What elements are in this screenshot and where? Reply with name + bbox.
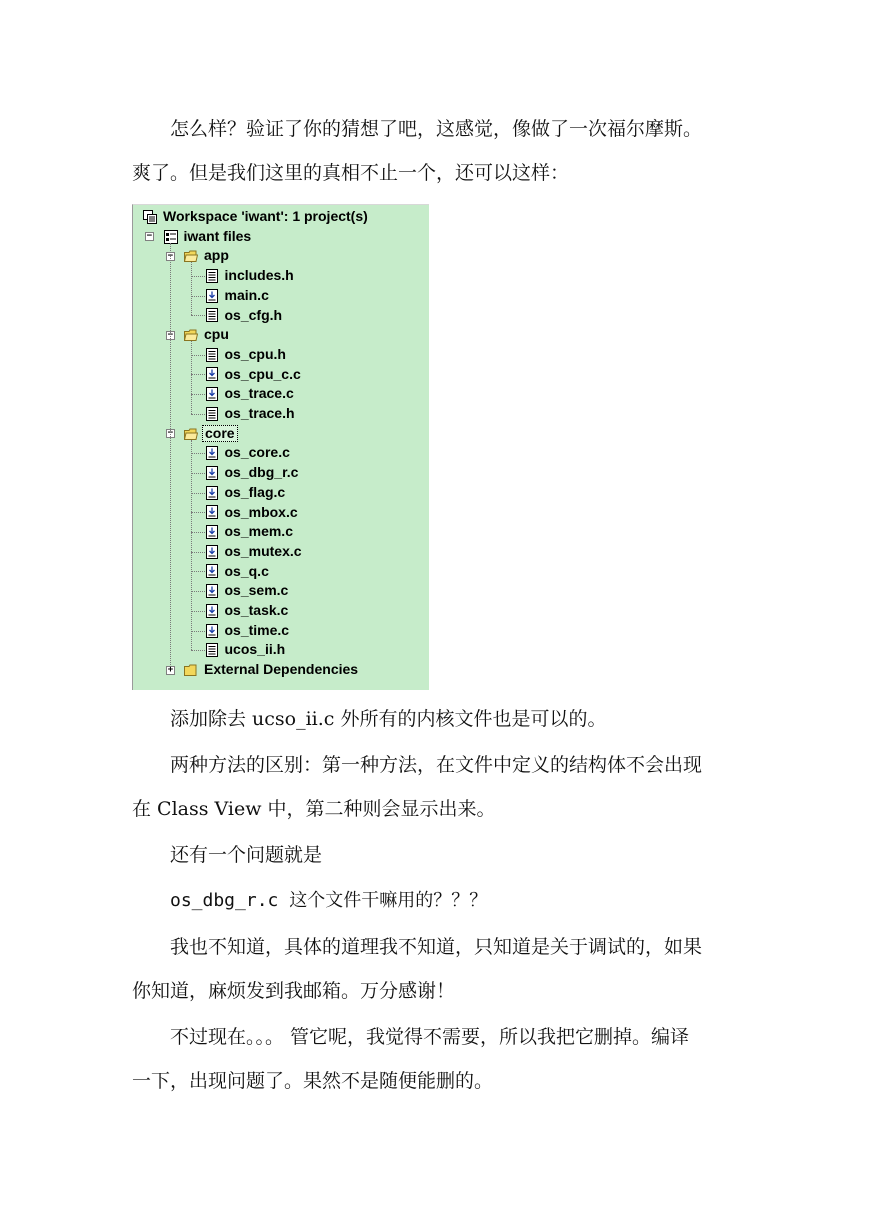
tree-guide-line [191, 611, 205, 612]
paragraph-4: 还有一个问题就是 [170, 844, 323, 866]
header-file-icon [205, 407, 219, 421]
paragraph-6-line-1: 我也不知道，具体的道理我不知道，只知道是关于调试的，如果 [170, 936, 703, 958]
tree-guide-line [191, 414, 205, 415]
tree-folder-core-label: core [202, 425, 238, 442]
tree-guide-line [191, 341, 192, 414]
tree-guide-line [191, 355, 205, 356]
tree-folder-external-dependencies[interactable] [184, 660, 360, 680]
tree-file-os-dbg-r-c-label: os_dbg_r.c [224, 464, 299, 481]
tree-guide-line [191, 453, 205, 454]
workspace-icon [143, 210, 157, 224]
tree-guide-line [191, 276, 205, 277]
tree-file-os-flag-c-label: os_flag.c [224, 483, 286, 500]
header-file-icon [205, 308, 219, 322]
tree-file-os-task-c[interactable] [205, 601, 291, 621]
paragraph-1-line-2: 爽了。但是我们这里的真相不止一个，还可以这样： [132, 162, 570, 184]
tree-item-project[interactable] [164, 227, 254, 247]
source-file-icon [205, 584, 219, 598]
project-icon [164, 230, 178, 244]
tree-item-workspace[interactable] [143, 207, 370, 227]
tree-file-os-q-c[interactable] [205, 562, 271, 582]
tree-folder-external-dependencies-label: External Dependencies [204, 661, 359, 678]
tree-item-project-label: iwant files [183, 227, 252, 244]
paragraph-3-line-2: 在 Class View 中，第二种则会显示出来。 [132, 798, 496, 820]
tree-guide-line [191, 493, 205, 494]
folder-open-icon [184, 328, 198, 342]
tree-file-os-cfg-h[interactable] [205, 306, 285, 326]
tree-file-os-sem-c-label: os_sem.c [224, 582, 289, 599]
paragraph-1-line-1: 怎么样？验证了你的猜想了吧，这感觉，像做了一次福尔摩斯。 [170, 118, 703, 140]
folder-icon [184, 663, 198, 677]
tree-file-os-trace-h-label: os_trace.h [224, 405, 295, 421]
tree-file-ucos-ii-h-label: ucos_ii.h [224, 641, 286, 658]
tree-guide-line [170, 243, 171, 665]
tree-file-os-cpu-h-label: os_cpu.h [224, 345, 286, 362]
tree-guide-line [191, 591, 205, 592]
tree-file-os-cpu-h[interactable] [205, 345, 288, 365]
source-file-icon [205, 466, 219, 480]
tree-file-os-mem-c[interactable] [205, 522, 295, 542]
paragraph-7-line-1: 不过现在。。。 管它呢，我觉得不需要，所以我把它删掉。编译 [170, 1026, 690, 1048]
paragraph-3-line-1: 两种方法的区别：第一种方法，在文件中定义的结构体不会出现 [170, 754, 703, 776]
tree-guide-line [191, 440, 192, 651]
paragraph-6-line-2: 你知道，麻烦发到我邮箱。万分感谢！ [132, 980, 456, 1002]
source-file-icon [205, 505, 219, 519]
tree-file-os-cfg-h-label: os_cfg.h [224, 306, 283, 323]
tree-guide-line [191, 532, 205, 533]
tree-file-os-mutex-c[interactable] [205, 542, 304, 562]
source-file-icon [205, 387, 219, 401]
paragraph-2: 添加除去 ucso_ii.c 外所有的内核文件也是可以的。 [170, 708, 607, 730]
tree-guide-line [191, 631, 205, 632]
workspace-file-tree [132, 204, 429, 690]
tree-guide-line [191, 512, 205, 513]
tree-file-os-trace-c[interactable] [205, 384, 296, 404]
source-file-icon [205, 289, 219, 303]
tree-file-os-flag-c[interactable] [205, 483, 288, 503]
header-file-icon [205, 269, 219, 283]
tree-file-os-time-c[interactable] [205, 621, 292, 641]
tree-file-os-sem-c[interactable] [205, 581, 291, 601]
collapse-toggle-app[interactable]: − [167, 250, 174, 261]
tree-file-os-time-c-label: os_time.c [224, 621, 290, 638]
tree-folder-app-label: app [204, 247, 229, 264]
source-file-icon [205, 525, 219, 539]
header-file-icon [205, 348, 219, 362]
source-file-icon [205, 446, 219, 460]
tree-file-includes-h[interactable] [205, 266, 296, 286]
tree-guide-line [191, 315, 205, 316]
tree-file-os-mbox-c[interactable] [205, 503, 300, 523]
tree-file-os-core-c-label: os_core.c [224, 444, 290, 461]
tree-item-workspace-label: Workspace 'iwant': 1 project(s) [163, 208, 368, 224]
tree-file-os-cpu-c-c-label: os_cpu_c.c [224, 365, 301, 382]
source-file-icon [205, 624, 219, 638]
paragraph-7-line-2: 一下，出现问题了。果然不是随便能删的。 [132, 1070, 494, 1092]
tree-file-includes-h-label: includes.h [224, 267, 294, 284]
tree-file-os-task-c-label: os_task.c [224, 602, 289, 618]
tree-guide-line [191, 394, 205, 395]
tree-guide-line [191, 473, 205, 474]
tree-folder-core[interactable] [184, 424, 238, 444]
header-file-icon [205, 643, 219, 657]
tree-guide-line [191, 262, 192, 315]
tree-folder-cpu-label: cpu [204, 326, 229, 343]
folder-open-icon [184, 249, 198, 263]
source-file-icon [205, 545, 219, 559]
tree-file-os-q-c-label: os_q.c [224, 562, 269, 579]
tree-file-main-c[interactable] [205, 286, 271, 306]
source-file-icon [205, 564, 219, 578]
tree-file-os-cpu-c-c[interactable] [205, 365, 303, 385]
paragraph-5: os_dbg_r.c 这个文件干嘛用的？？？ [170, 890, 488, 911]
collapse-toggle-core[interactable]: − [167, 428, 174, 439]
tree-guide-line [191, 552, 205, 553]
tree-file-os-trace-h[interactable] [205, 404, 297, 424]
tree-file-os-mutex-c-label: os_mutex.c [224, 542, 302, 559]
tree-guide-line [191, 374, 205, 375]
collapse-toggle-project[interactable]: − [146, 231, 153, 242]
source-file-icon [205, 367, 219, 381]
tree-file-os-mem-c-label: os_mem.c [224, 523, 293, 540]
tree-file-os-core-c[interactable] [205, 443, 292, 463]
tree-file-os-mbox-c-label: os_mbox.c [224, 503, 298, 520]
source-file-icon [205, 486, 219, 500]
tree-guide-line [191, 650, 205, 651]
tree-file-main-c-label: main.c [224, 286, 269, 303]
folder-open-icon [184, 427, 198, 441]
tree-guide-line [191, 296, 205, 297]
tree-file-os-trace-c-label: os_trace.c [224, 385, 294, 402]
tree-file-ucos-ii-h[interactable] [205, 640, 288, 660]
expand-toggle-external[interactable]: + [167, 664, 174, 675]
tree-guide-line [191, 571, 205, 572]
tree-file-os-dbg-r-c[interactable] [205, 463, 301, 483]
source-file-icon [205, 604, 219, 618]
collapse-toggle-cpu[interactable]: − [167, 329, 174, 340]
